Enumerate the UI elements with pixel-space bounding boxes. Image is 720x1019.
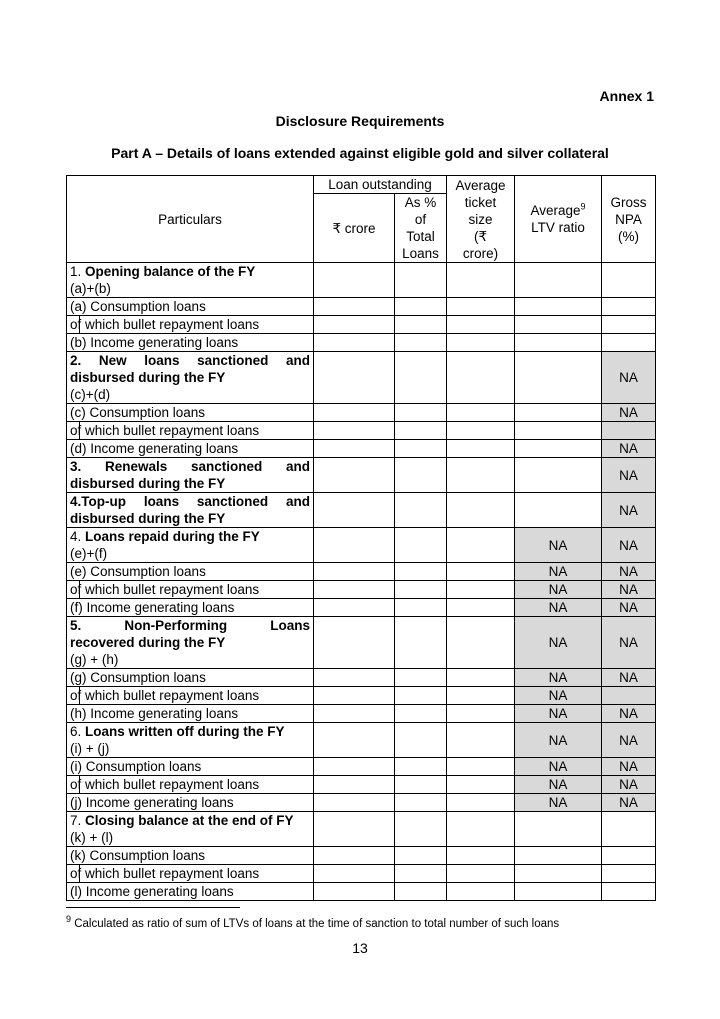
na-cell: NA: [602, 617, 656, 669]
header-row-1: [67, 176, 656, 194]
row-label: 5. Non-Performing Loans recovered during the FY (g) + (h): [67, 617, 314, 669]
row-label: (e) Consumption loans: [67, 563, 314, 581]
na-cell: NA: [602, 581, 656, 599]
disclosure-table: [66, 175, 656, 901]
na-cell: NA: [602, 669, 656, 687]
na-cell: NA: [515, 723, 602, 758]
table-row: [67, 883, 656, 901]
row-label: (h) Income generating loans: [67, 705, 314, 723]
annex-label: Annex 1: [599, 88, 654, 104]
table-row: [67, 723, 656, 758]
row-label: 4. Loans repaid during the FY (e)+(f): [67, 528, 314, 563]
na-cell: NA: [515, 687, 602, 705]
row-label: (f) Income generating loans: [67, 599, 314, 617]
table-row: [67, 812, 656, 847]
row-label: (j) Income generating loans: [67, 794, 314, 812]
table-row: [67, 352, 656, 404]
row-label: 6. Loans written off during the FY (i) + (j): [67, 723, 314, 758]
row-label: (k) Consumption loans: [67, 847, 314, 865]
na-cell: NA: [515, 794, 602, 812]
row-label: (l) Income generating loans: [67, 883, 314, 901]
table-row: [67, 563, 656, 581]
row-label: of which bullet repayment loans: [67, 581, 314, 599]
row-label: 2. New loans sanctioned and disbursed during the FY (c)+(d): [67, 352, 314, 404]
header-loan-outstanding: Loan outstanding: [314, 176, 447, 194]
row-label: of which bullet repayment loans: [67, 865, 314, 883]
row-label: (d) Income generating loans: [67, 440, 314, 458]
na-cell: NA: [602, 705, 656, 723]
header-average-ticket-size: Average ticket size (₹ crore): [447, 176, 515, 263]
na-cell: NA: [515, 617, 602, 669]
row-label: 1. Opening balance of the FY (a)+(b): [67, 263, 314, 298]
row-label: (c) Consumption loans: [67, 404, 314, 422]
table-row: [67, 705, 656, 723]
part-a-title: Part A – Details of loans extended against eligible gold and silver collateral: [111, 145, 609, 161]
document-heading: Disclosure Requirements: [275, 113, 445, 129]
row-label: of which bullet repayment loans: [67, 776, 314, 794]
na-cell: NA: [515, 669, 602, 687]
table-row: [67, 581, 656, 599]
shaded-cell: [602, 687, 656, 705]
footnote: $^9$ Calculated as ratio of sum of LTVs of loans at the time of sanction to total number of such loans: [66, 914, 560, 930]
header-particulars: Particulars: [67, 176, 314, 263]
table-row: [67, 334, 656, 352]
na-cell: NA: [602, 776, 656, 794]
row-label: 3. Renewals sanctioned and disbursed during the FY: [67, 458, 314, 493]
na-cell: NA: [515, 776, 602, 794]
table-row: [67, 794, 656, 812]
row-label: (b) Income generating loans: [67, 334, 314, 352]
table-row: [67, 776, 656, 794]
page-number: 13: [352, 940, 368, 956]
table-row: [67, 847, 656, 865]
table-row: [67, 528, 656, 563]
table-row: [67, 404, 656, 422]
na-cell: NA: [602, 493, 656, 528]
na-cell: NA: [602, 599, 656, 617]
na-cell: NA: [515, 758, 602, 776]
na-cell: NA: [515, 528, 602, 563]
row-label: 4.Top-up loans sanctioned and disbursed during the FY: [67, 493, 314, 528]
na-cell: NA: [602, 440, 656, 458]
na-cell: NA: [515, 563, 602, 581]
footnote-separator: [66, 907, 240, 908]
na-cell: NA: [602, 528, 656, 563]
table-row: [67, 617, 656, 669]
header-gross-npa: Gross NPA (%): [602, 176, 656, 263]
na-cell: NA: [602, 404, 656, 422]
na-cell: NA: [515, 705, 602, 723]
na-cell: NA: [515, 581, 602, 599]
row-label: of which bullet repayment loans: [67, 687, 314, 705]
na-cell: NA: [602, 458, 656, 493]
header-crore: ₹ crore: [314, 194, 395, 263]
table-row: [67, 599, 656, 617]
table-row: [67, 758, 656, 776]
table-row: [67, 687, 656, 705]
table-row: [67, 422, 656, 440]
row-label: of which bullet repayment loans: [67, 316, 314, 334]
row-label: (i) Consumption loans: [67, 758, 314, 776]
shaded-cell: [602, 422, 656, 440]
table-row: [67, 263, 656, 298]
row-label: 7. Closing balance at the end of FY (k) + (l): [67, 812, 314, 847]
table-row: [67, 316, 656, 334]
na-cell: NA: [602, 563, 656, 581]
table-row: [67, 440, 656, 458]
na-cell: NA: [515, 599, 602, 617]
na-cell: NA: [602, 723, 656, 758]
row-label: (g) Consumption loans: [67, 669, 314, 687]
row-label: of which bullet repayment loans: [67, 422, 314, 440]
table-row: [67, 493, 656, 528]
table-row: [67, 865, 656, 883]
header-pct-total-loans: As % of Total Loans: [395, 194, 447, 263]
na-cell: NA: [602, 758, 656, 776]
na-cell: NA: [602, 352, 656, 404]
header-average-ltv-ratio: Average$^9$ LTV ratio: [515, 176, 602, 263]
row-label: (a) Consumption loans: [67, 298, 314, 316]
table-row: [67, 458, 656, 493]
table-row: [67, 298, 656, 316]
na-cell: NA: [602, 794, 656, 812]
table-row: [67, 669, 656, 687]
